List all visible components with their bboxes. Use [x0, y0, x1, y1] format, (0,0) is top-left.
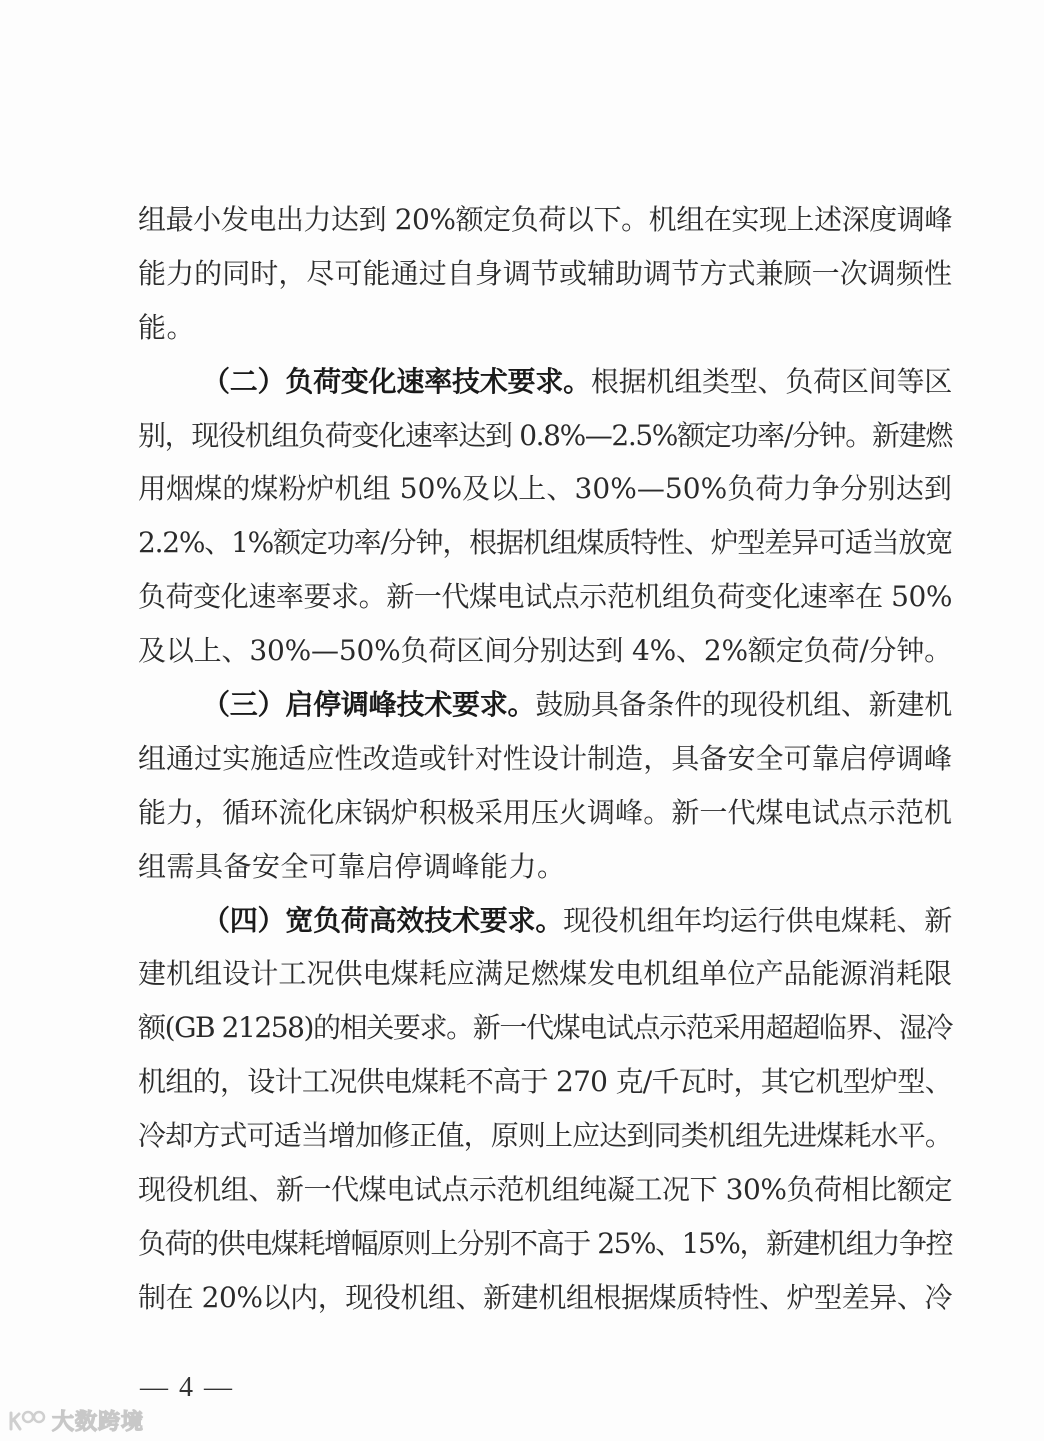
line-text: 冷却方式可适当增加修正值，原则上应达到同类机组先进煤耗水平。 [138, 1119, 952, 1153]
line-text: 用烟煤的煤粉炉机组 50%及以上、30%—50%负荷力争分别达到 [138, 472, 952, 506]
line-text: 2.2%、1%额定功率/分钟，根据机组煤质特性、炉型差异可适当放宽 [138, 526, 952, 560]
line-text: 现役机组、新一代煤电试点示范机组纯凝工况下 30%负荷相比额定 [138, 1173, 952, 1207]
section-heading: （三）启停调峰技术要求。 [202, 688, 536, 722]
line-text: 制在 20%以内，现役机组、新建机组根据煤质特性、炉型差异、冷 [138, 1280, 952, 1314]
text-line [138, 947, 952, 1001]
text-line [138, 624, 952, 678]
page-number: — 4 — [140, 1372, 234, 1403]
text-line [138, 1109, 952, 1163]
text-line [138, 1217, 952, 1271]
line-text: 机组的，设计工况供电煤耗不高于 270 克/千瓦时，其它机型炉型、 [138, 1065, 952, 1099]
brand-logo-icon [8, 1409, 46, 1433]
text-line [138, 516, 952, 570]
paragraph-first-line [138, 678, 952, 732]
text-line [138, 570, 952, 624]
text-line [138, 247, 952, 301]
text-line [138, 840, 952, 894]
text-line [138, 1163, 952, 1217]
text-line [138, 732, 952, 786]
line-text: 能。 [138, 310, 196, 344]
paragraph-first-line [138, 355, 952, 409]
text-line [138, 1055, 952, 1109]
line-text: 别，现役机组负荷变化速率达到 0.8%—2.5%额定功率/分钟。新建燃 [138, 418, 952, 452]
line-text: 根据机组类型、负荷区间等区 [590, 364, 952, 398]
text-line [138, 462, 952, 516]
section-heading: （四）宽负荷高效技术要求。 [202, 903, 564, 937]
section-heading: （二）负荷变化速率技术要求。 [202, 364, 591, 398]
line-text: 额(GB 21258)的相关要求。新一代煤电试点示范采用超超临界、湿冷 [138, 1011, 952, 1045]
paragraph-first-line [138, 894, 952, 948]
watermark [8, 1405, 144, 1436]
line-text: 组最小发电出力达到 20%额定负荷以下。机组在实现上述深度调峰 [138, 203, 952, 236]
watermark-text: 大数跨境 [52, 1410, 145, 1435]
line-text: 鼓励具备条件的现役机组、新建机 [535, 688, 952, 722]
text-line [138, 786, 952, 840]
text-line [138, 1271, 952, 1325]
text-line [138, 1001, 952, 1055]
text-line [138, 301, 952, 355]
line-text: 能力，循环流化床锅炉积极采用压火调峰。新一代煤电试点示范机 [138, 795, 952, 829]
document-body [138, 193, 952, 1325]
line-text: 负荷的供电煤耗增幅原则上分别不高于 25%、15%，新建机组力争控 [138, 1226, 952, 1260]
text-line [138, 409, 952, 463]
line-text: 能力的同时，尽可能通过自身调节或辅助调节方式兼顾一次调频性 [138, 256, 952, 290]
line-text: 及以上、30%—50%负荷区间分别达到 4%、2%额定负荷/分钟。 [138, 634, 952, 668]
line-text: 负荷变化速率要求。新一代煤电试点示范机组负荷变化速率在 50% [138, 580, 952, 614]
line-text: 组需具备安全可靠启停调峰能力。 [138, 849, 566, 883]
line-text: 组通过实施适应性改造或针对性设计制造，具备安全可靠启停调峰 [138, 741, 952, 775]
line-text: 建机组设计工况供电煤耗应满足燃煤发电机组单位产品能源消耗限 [138, 957, 952, 991]
line-text: 现役机组年均运行供电煤耗、新 [563, 903, 952, 937]
text-line [138, 193, 952, 247]
